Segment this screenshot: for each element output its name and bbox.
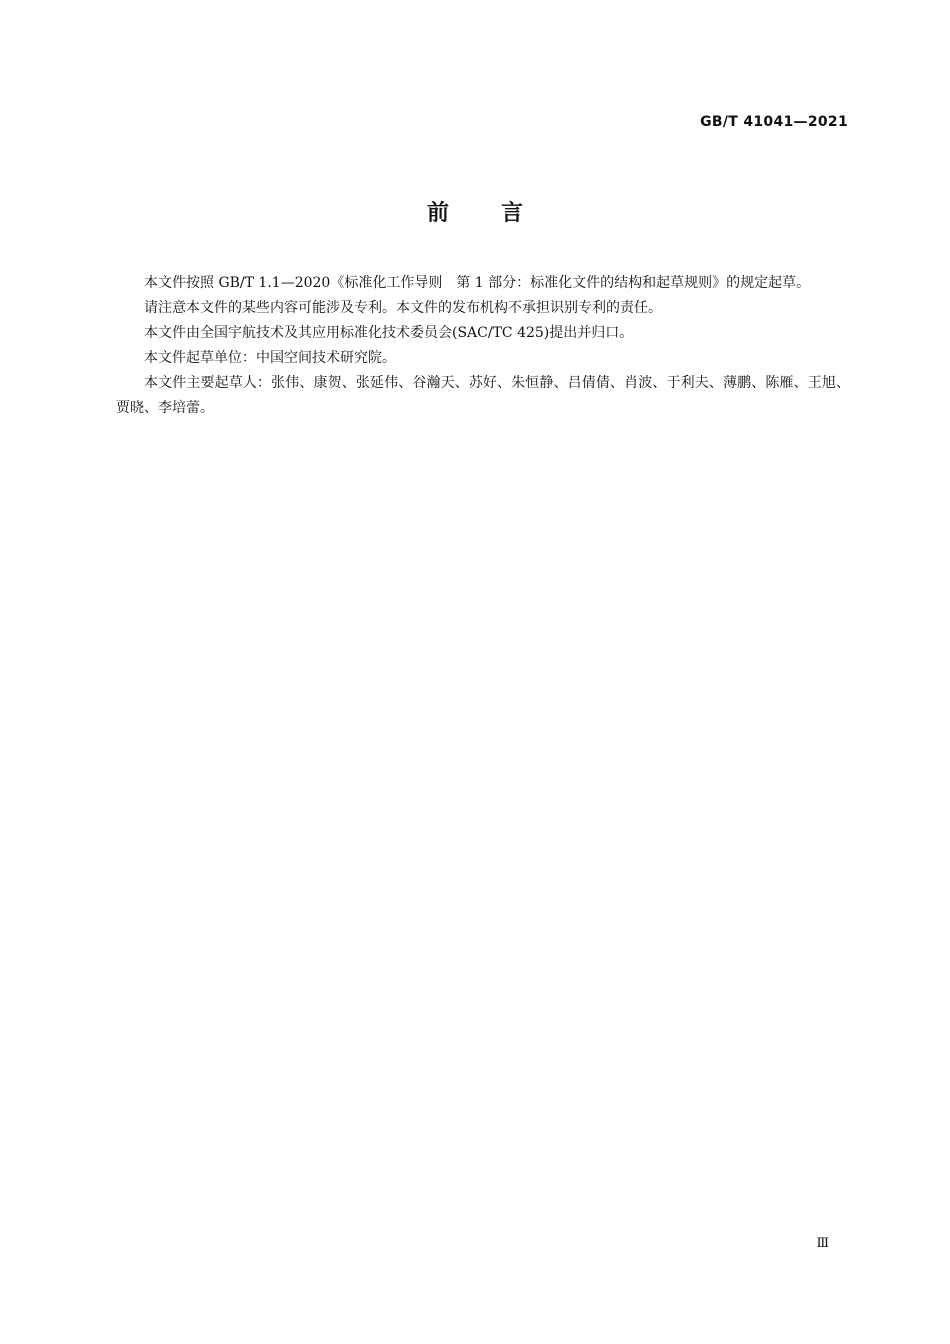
paragraph-drafting-unit: 本文件起草单位：中国空间技术研究院。 [144, 350, 396, 366]
paragraph-drafters: 本文件主要起草人：张伟、康贺、张延伟、谷瀚天、苏好、朱恒静、吕倩倩、肖波、于利夫、薄鹏、陈雁、王旭、贾晓、李培蕾。 [116, 375, 850, 416]
page-title [0, 196, 950, 227]
paragraph-drafting-rules: 本文件按照 GB/T 1.1—2020《标准化工作导则 第 1 部分：标准化文件的结构和起草规则》的规定起草。 [144, 275, 811, 291]
standard-number: GB/T 41041—2021 [700, 114, 848, 130]
paragraph-proposer: 本文件由全国宇航技术及其应用标准化技术委员会(SAC/TC 425)提出并归口。 [144, 325, 634, 341]
title-char-2: 言 [501, 201, 524, 226]
foreword-body [116, 271, 850, 421]
title-char-1: 前 [426, 201, 449, 226]
page-number: Ⅲ [816, 1236, 829, 1251]
paragraph-patent-notice: 请注意本文件的某些内容可能涉及专利。本文件的发布机构不承担识别专利的责任。 [144, 300, 662, 316]
